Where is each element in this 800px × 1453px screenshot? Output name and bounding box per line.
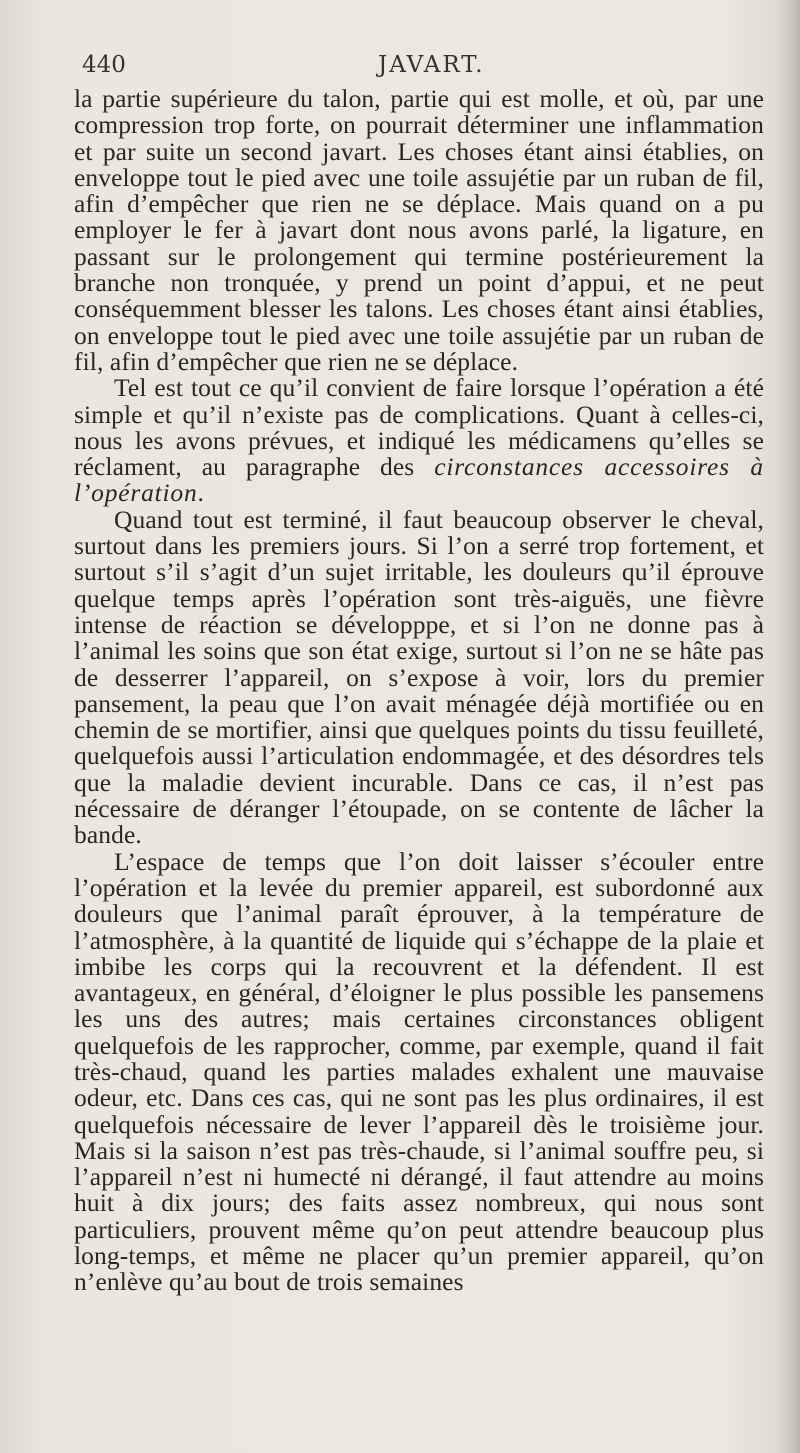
body-text — [74, 86, 764, 1296]
paragraph: L’espace de temps que l’on doit laisser s’écouler entre l’opération et la levée du premier appareil, est subordonné aux douleurs que l’animal paraît éprouver, à la température de l’atmosphère, à la quantité de liquide qui s’échappe de la plaie et imbibe les corps qui la recouvrent et la défendent. Il est avantageux, en général, d’éloigner le plus possible les pansemens les uns des autres; mais certaines circonstances obligent quelquefois de les rapprocher, comme, par exemple, quand il fait très-chaud, quand les parties malades exhalent une mauvaise odeur, etc. Dans ces cas, qui ne sont pas les plus ordinaires, il est quelquefois nécessaire de lever l’appareil dès le troisième jour. Mais si la saison n’est pas très-chaude, si l’animal souffre peu, si l’appareil n’est ni humecté ni dérangé, il faut attendre au moins huit à dix jours; des faits assez nombreux, qui nous sont particuliers, prouvent même qu’on peut attendre beaucoup plus long-temps, et même ne placer qu’un premier appareil, qu’on n’enlève qu’au bout de trois semaines — [74, 846, 764, 1297]
page-header — [82, 52, 742, 86]
paragraph-text: Tel est tout ce qu’il convient de faire lorsque l’opération a été simple et qu’il n’existe pas de complications. Quant à celles-ci, nous les avons prévues, et indiqué les médicamens qu’elles se réclament, au paragraphe des — [74, 373, 764, 482]
paragraph: Quand tout est terminé, il faut beaucoup observer le cheval, surtout dans les premiers jours. Si l’on a serré trop fortement, et surtout s’il s’agit d’un sujet irritable, les douleurs qu’il éprouve quelque temps après l’opération sont très-aiguës, une fièvre intense de réaction se développpe, et si l’on ne donne pas à l’animal les soins que son état exige, surtout si l’on ne se hâte pas de desserrer l’appareil, on s’expose à voir, lors du premier pansement, la peau que l’on avait ménagée déjà mortifiée ou en chemin de se mortifier, ainsi que quelques points du tissu feuilleté, quelquefois aussi l’articulation endommagée, et des désordres tels que la maladie devient incurable. Dans ce cas, il n’est pas nécessaire de déranger l’étoupade, on se contente de lâcher la bande. — [74, 504, 764, 850]
paragraph-end: . — [197, 478, 205, 508]
italic-reference: circonstances accessoires à l’opération — [74, 452, 764, 508]
paragraph — [74, 375, 764, 506]
paragraph: la partie supérieure du talon, partie qui est molle, et où, par une compression trop forte, on pourrait déterminer une inflammation et par suite un second javart. Les choses étant ainsi établies, on enveloppe tout le pied avec une toile assujétie par un ruban de fil, afin d’empêcher que rien ne se déplace. Mais quand on a pu employer le fer à javart dont nous avons parlé, la ligature, en passant sur le prolongement qui termine postérieurement la branche non tronquée, y prend un point d’appui, et ne peut conséquemment blesser les talons. Les choses étant ainsi établies, on enveloppe tout le pied avec une toile assujétie par un ruban de fil, afin d’empêcher que rien ne se déplace. — [74, 84, 764, 376]
page-spine-shadow — [774, 0, 800, 1453]
page-number: 440 — [82, 52, 126, 78]
running-title: JAVART. — [378, 52, 485, 78]
